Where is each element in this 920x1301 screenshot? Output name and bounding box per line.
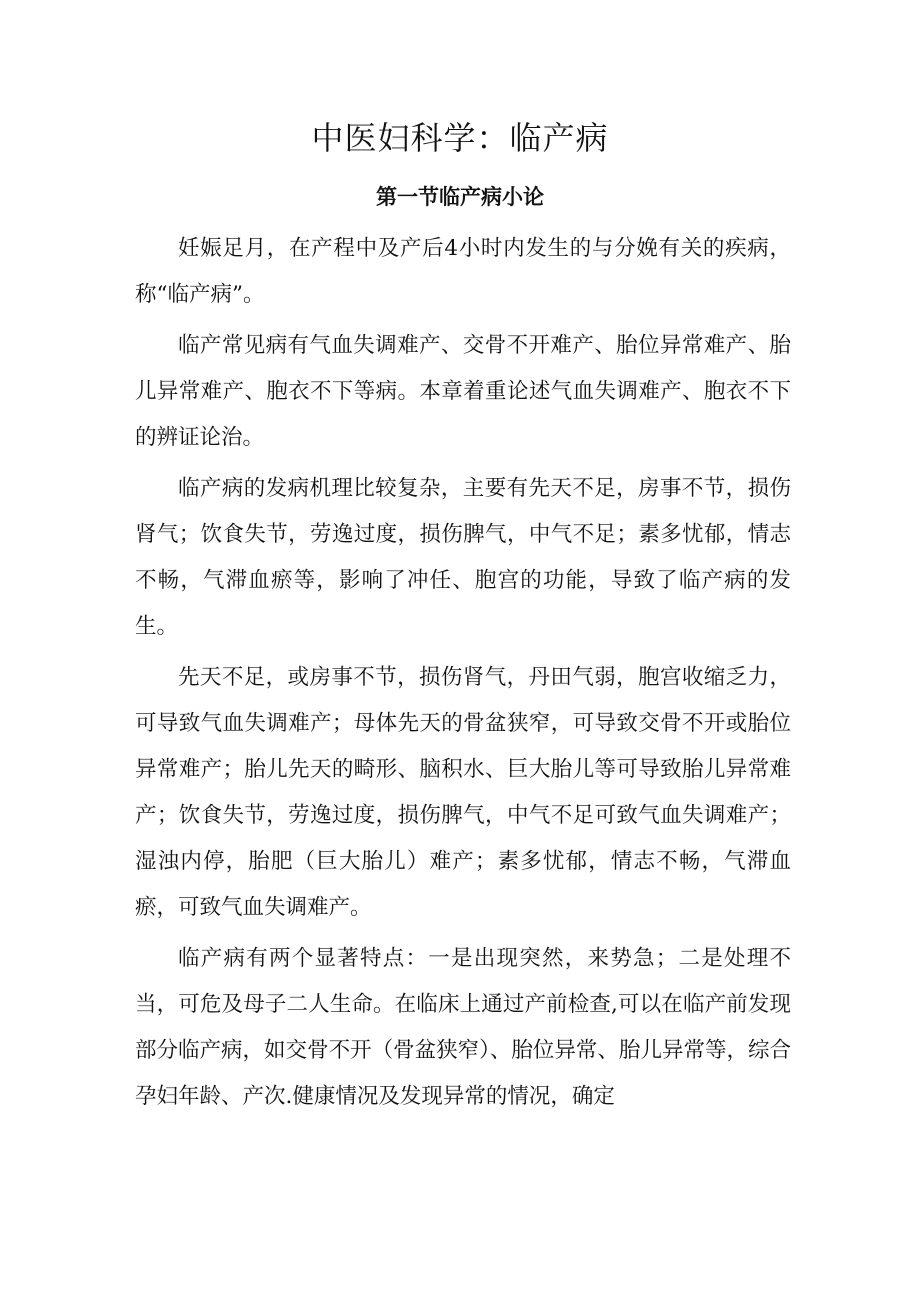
paragraph-causes: 先天不足，或房事不节，损伤肾气，丹田气弱，胞宫收缩乏力，可导致气血失调难产；母体先天的骨盆狭窄，可导致交骨不开或胎位异常难产；胎儿先天的畸形、脑积水、巨大胎儿等可导致胎儿异常难产；饮食失节，劳逸过度，损伤脾气，中气不足可致气血失调难产；湿浊内停，胎肥（巨大胎儿）难产；素多忧郁，情志不畅，气滞血瘀，可致气血失调难产。 bbox=[135, 665, 791, 920]
paragraph-definition: 妊娠足月，在产程中及产后4小时内发生的与分娩有关的疾病，称“临产病”。 bbox=[135, 236, 791, 307]
document-body bbox=[135, 226, 791, 1125]
section-heading: 第一节临产病小论 bbox=[376, 184, 544, 209]
paragraph-pathogenesis: 临产病的发病机理比较复杂，主要有先天不足，房事不节，损伤肾气；饮食失节，劳逸过度，损伤脾气，中气不足；素多忧郁，情志不畅，气滞血瘀等，影响了冲任、胞宫的功能，导致了临产病的发生。 bbox=[135, 476, 791, 639]
page-title: 中医妇科学：临产病 bbox=[311, 119, 609, 157]
paragraph-common-diseases: 临产常见病有气血失调难产、交骨不开难产、胎位异常难产、胎儿异常难产、胞衣不下等病。本章着重论述气血失调难产、胞衣不下的辨证论治。 bbox=[135, 333, 791, 450]
paragraph-characteristics: 临产病有两个显著特点：一是出现突然，来势急；二是处理不当，可危及母子二人生命。在临床上通过产前检查,可以在临产前发现部分临产病，如交骨不开（骨盆狭窄）、胎位异常、胎儿异常等，综合孕妇年龄、产次.健康情况及发现异常的情况，确定 bbox=[135, 946, 791, 1109]
